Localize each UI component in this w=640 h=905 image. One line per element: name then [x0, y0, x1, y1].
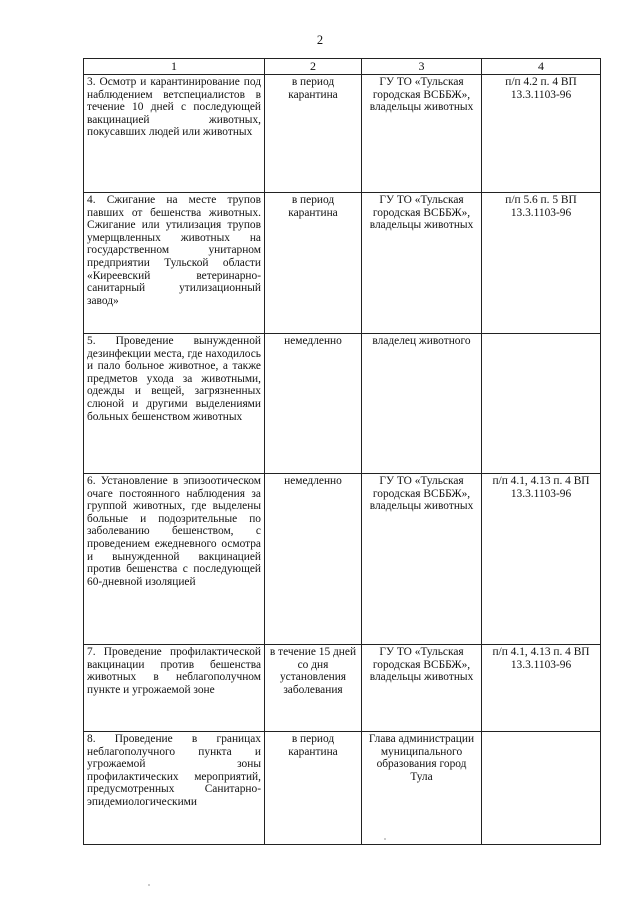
column-header-4: 4	[482, 59, 601, 75]
measure-cell: 4. Сжигание на месте трупов павших от бешенства животных. Сжигание или утилизация трупов умерщвленных животных на государственном унитарном предприятии Тульской области «Киреевский ветеринарно-санитарный утилизационный завод»	[84, 193, 265, 334]
column-header-1: 1	[84, 59, 265, 75]
term-cell: в период карантина	[265, 193, 362, 334]
basis-cell: п/п 4.1, 4.13 п. 4 ВП 13.3.1103-96	[482, 645, 601, 732]
measure-cell: 5. Проведение вынужденной дезинфекции места, где находилось и пало больное животное, а также предметов ухода за животными, одежды и вещей, загрязненных слюной и другими выделениями больных бешенством животных	[84, 334, 265, 474]
table-row	[84, 75, 601, 193]
responsible-cell: Глава администрации муниципального образования город Тула	[362, 732, 482, 845]
scan-speck	[384, 838, 386, 840]
column-header-2: 2	[265, 59, 362, 75]
responsible-cell: ГУ ТО «Тульская городская ВСББЖ», владельцы животных	[362, 474, 482, 645]
measure-cell: 8. Проведение в границах неблагополучного пункта и угрожаемой зоны профилактических мероприятий, предусмотренных Санитарно-эпидемиологическими	[84, 732, 265, 845]
measures-table	[83, 58, 601, 845]
table-header-row	[84, 59, 601, 75]
basis-cell: п/п 5.6 п. 5 ВП 13.3.1103-96	[482, 193, 601, 334]
term-cell: немедленно	[265, 334, 362, 474]
term-cell: в течение 15 дней со дня установления заболевания	[265, 645, 362, 732]
basis-cell	[482, 732, 601, 845]
measure-cell: 3. Осмотр и карантинирование под наблюдением ветспециалистов в течение 10 дней с последующей вакцинацией животных, покусавших людей или животных	[84, 75, 265, 193]
table-row	[84, 732, 601, 845]
table-row	[84, 645, 601, 732]
basis-cell: п/п 4.1, 4.13 п. 4 ВП 13.3.1103-96	[482, 474, 601, 645]
responsible-cell: ГУ ТО «Тульская городская ВСББЖ», владельцы животных	[362, 645, 482, 732]
responsible-cell: ГУ ТО «Тульская городская ВСББЖ», владельцы животных	[362, 75, 482, 193]
term-cell: в период карантина	[265, 75, 362, 193]
table-row	[84, 193, 601, 334]
measure-cell: 7. Проведение профилактической вакцинации против бешенства животных в неблагополучном пункте и угрожаемой зоне	[84, 645, 265, 732]
table-row	[84, 474, 601, 645]
responsible-cell: владелец животного	[362, 334, 482, 474]
measure-cell: 6. Установление в эпизоотическом очаге постоянного наблюдения за группой животных, где выделены больные и подозрительные по заболеванию бешенством, с проведением ежедневного осмотра и вынужденной вакцинацией против бешенства с последующей 60-дневной изоляцией	[84, 474, 265, 645]
term-cell: немедленно	[265, 474, 362, 645]
scan-speck	[148, 884, 150, 886]
column-header-3: 3	[362, 59, 482, 75]
table-row	[84, 334, 601, 474]
basis-cell	[482, 334, 601, 474]
responsible-cell: ГУ ТО «Тульская городская ВСББЖ», владельцы животных	[362, 193, 482, 334]
basis-cell: п/п 4.2 п. 4 ВП 13.3.1103-96	[482, 75, 601, 193]
term-cell: в период карантина	[265, 732, 362, 845]
page-number: 2	[316, 33, 324, 47]
